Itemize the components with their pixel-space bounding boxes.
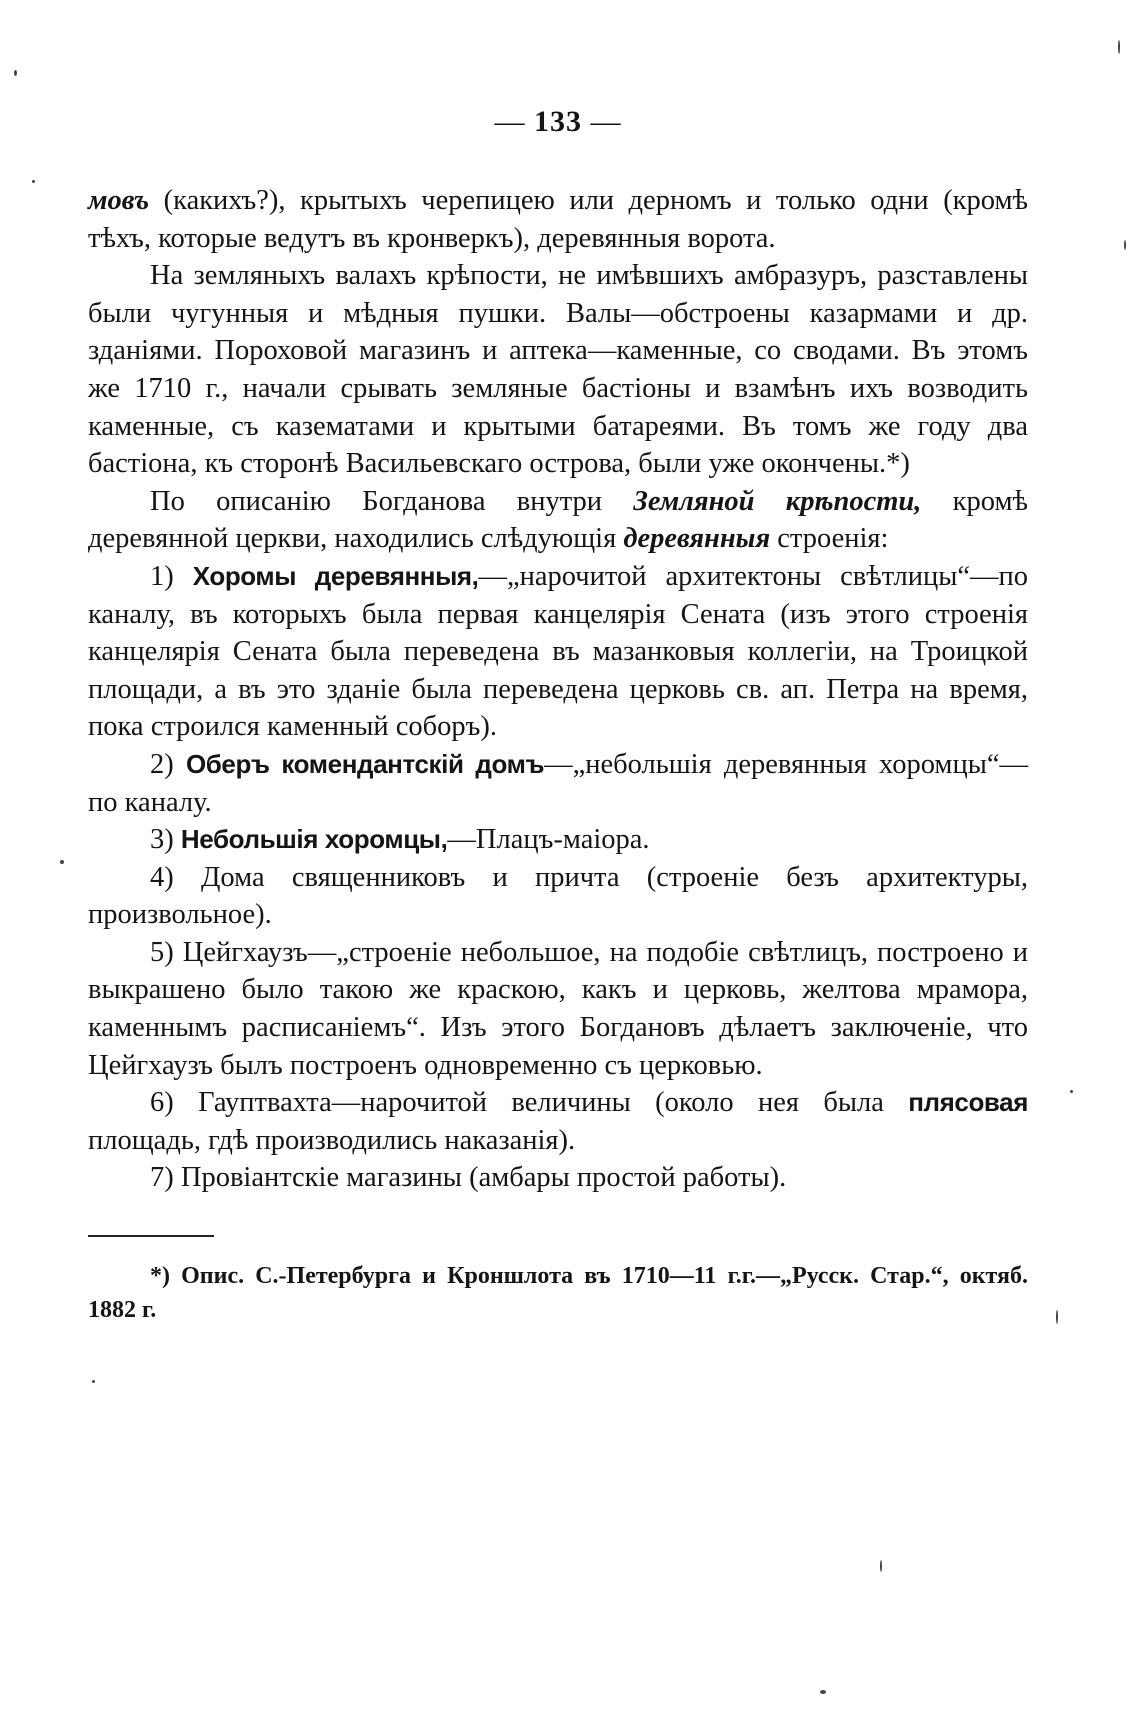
paragraph-2 — [88, 257, 1028, 483]
text-run: 5) Цейгхаузъ—„строеніе небольшое, на подобіе свѣтлицъ, построено и выкрашено было такою же краскою, какъ и церковь, желтова мрамора, каменнымъ расписаніемъ“. Изъ этого Богдановъ дѣлаетъ заключеніе, что Цейгхаузъ былъ построенъ одновременно съ церковью. — [88, 936, 1028, 1081]
text-run: —Плацъ-маіора. — [447, 824, 650, 856]
body-text — [88, 182, 1028, 1197]
text-run: (какихъ?), крытыхъ черепицею или дерномъ и только одни (кромѣ тѣхъ, которые ведутъ въ кронверкъ), деревянныя ворота. — [88, 185, 1028, 254]
scan-speck — [1124, 240, 1126, 250]
italic-emphasis: Земляной крѣпости, — [633, 485, 922, 517]
text-run: —„нарочитой архитектоны свѣтлицы“—по каналу, въ которыхъ была первая канцелярія Сената (изъ этого строенія канцелярія Сената была переведена въ мазанковыя коллегіи, на Троицкой площади, а въ это зданіе была переведена церковь св. ап. Петра на время, пока строился каменный соборъ). — [88, 560, 1028, 743]
paragraph-item-3 — [88, 821, 1028, 859]
italic-emphasis: деревянныя — [623, 523, 771, 555]
bold-heading: Хоромы деревянныя, — [192, 560, 479, 591]
paragraph-item-1 — [88, 558, 1028, 746]
bold-heading: Небольшія хоромцы, — [180, 824, 448, 855]
scan-speck — [1056, 1310, 1058, 1324]
text-run: —„небольшія деревянныя хоромцы“—по каналу. — [88, 748, 1029, 818]
footnote — [88, 1259, 1028, 1327]
bold-heading: плясовая — [908, 1087, 1028, 1118]
footnote-divider — [88, 1235, 214, 1237]
scan-speck — [14, 70, 17, 76]
paragraph-1 — [88, 182, 1028, 257]
paragraph-item-2 — [88, 746, 1028, 821]
scan-speck — [880, 1560, 882, 1572]
paragraph-item-6 — [88, 1084, 1028, 1159]
page-number-value: 133 — [534, 105, 582, 138]
page-number-right-dash: — — [582, 105, 622, 138]
scan-speck — [60, 860, 64, 864]
text-run: площадь, гдѣ производились наказанія). — [88, 1124, 576, 1156]
paragraph-item-4 — [88, 859, 1028, 934]
paragraph-item-5 — [88, 934, 1028, 1084]
text-run: 6) Гауптвахта—нарочитой величины (около нея была — [150, 1087, 909, 1119]
text-run: 3) — [150, 824, 181, 856]
text-run: На земляныхъ валахъ крѣпости, не имѣвшихъ амбразуръ, разставлены были чугунныя и мѣдныя пушки. Валы—обстроены казармами и др. зданіями. Пороховой магазинъ и аптека—каменные, со сводами. Въ этомъ же 1710 г., начали срывать земляные бастіоны и взамѣнъ ихъ возводить каменные, съ казематами и крытыми батареями. Въ томъ же году два бастіона, къ сторонѣ Васильевскаго острова, были уже окончены.*) — [88, 260, 1028, 480]
scan-speck — [32, 180, 35, 183]
paragraph-3 — [88, 483, 1028, 558]
footnote-text: *) Опис. С.-Петербурга и Кроншлота въ 1710—11 г.г.—„Русск. Стар.“, октяб. 1882 г. — [88, 1263, 1028, 1324]
text-run: 1) — [150, 560, 193, 592]
scan-speck — [1118, 40, 1120, 54]
text-run: 7) Провіантскіе магазины (амбары простой работы). — [150, 1162, 787, 1194]
scan-speck — [1070, 1090, 1073, 1093]
text-run: 4) Дома священниковъ и причта (строеніе безъ архитектуры, произвольное). — [88, 861, 1028, 931]
bold-heading: Оберъ комендантскій домъ — [185, 748, 545, 779]
scan-speck — [92, 1380, 95, 1383]
text-run: По описанію Богданова внутри — [150, 485, 634, 517]
scan-speck — [820, 1690, 826, 1694]
text-run: строенія: — [770, 523, 889, 555]
paragraph-item-7 — [88, 1159, 1028, 1197]
book-page — [88, 104, 1028, 1327]
page-number-left-dash: — — [494, 105, 534, 138]
text-run: 2) — [150, 748, 186, 780]
page-number — [88, 104, 1028, 140]
italic-emphasis: мовъ — [88, 185, 150, 216]
text-run: кромѣ деревянной церкви, находились слѣдующія — [88, 485, 1028, 555]
